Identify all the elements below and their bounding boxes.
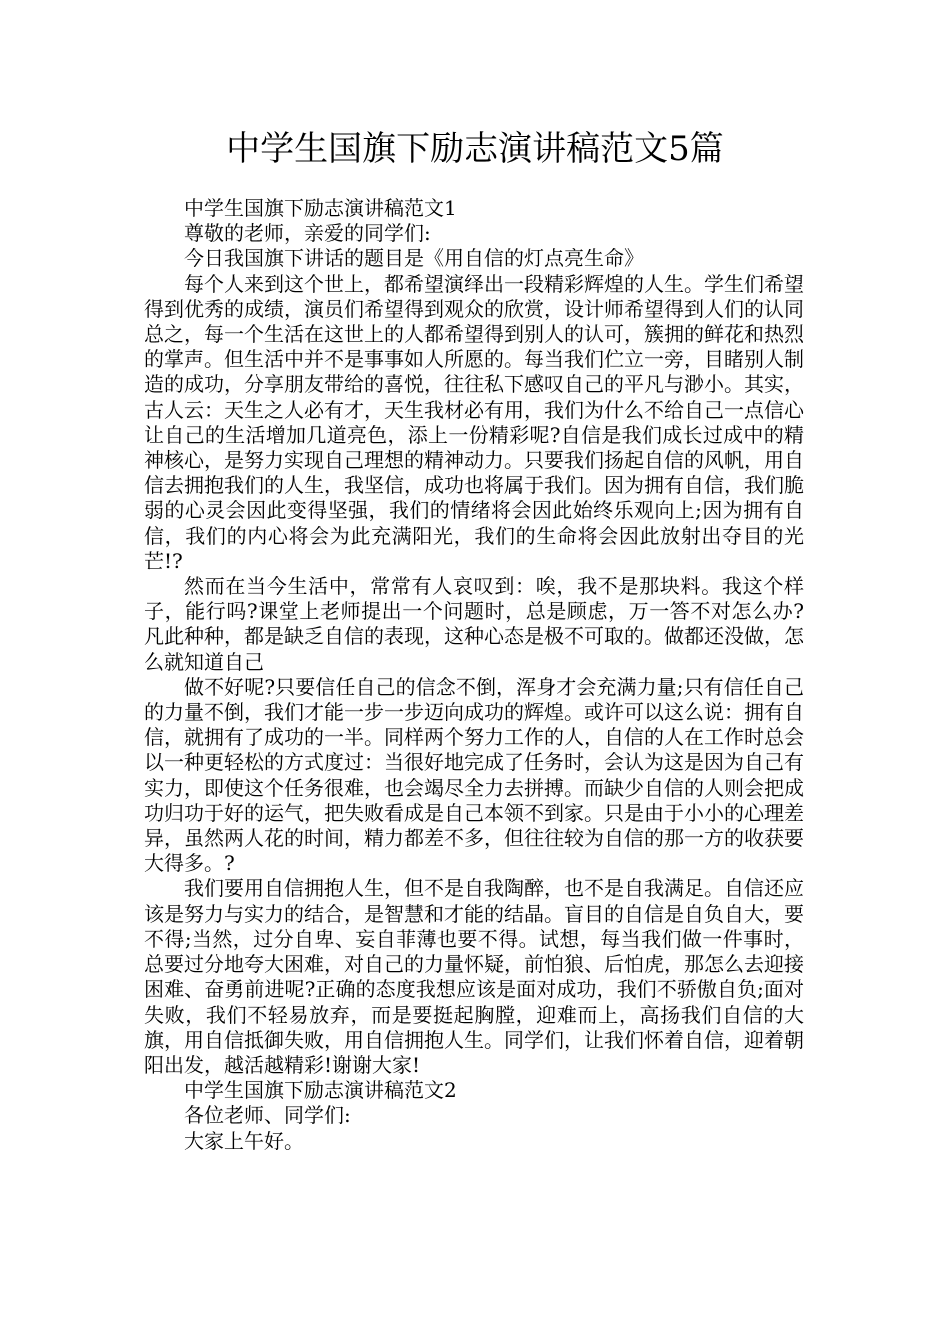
document-body <box>144 196 804 1154</box>
speech-topic: 今日我国旗下讲话的题目是《用自信的灯点亮生命》 <box>184 246 644 271</box>
body-paragraph: 每个人来到这个世上，都希望演绎出一段精彩辉煌的人生。学生们希望得到优秀的成绩，演员们希望得到观众的欣赏，设计师希望得到人们的认同总之，每一个生活在这世上的人都希望得到别人的认可，簇拥的鲜花和热烈的掌声。但生活中并不是事事如人所愿的。每当我们伫立一旁，目睹别人制造的成功，分享朋友带给的喜悦，往往私下感叹自己的平凡与渺小。其实，古人云：天生之人必有才，天生我材必有用，我们为什么不给自己一点信心让自己的生活增加几道亮色，添上一份精彩呢?自信是我们成长过成中的精神核心，是努力实现自己理想的精神动力。只要我们扬起自信的风帆，用自信去拥抱我们的人生，我坚信，成功也将属于我们。因为拥有自信，我们脆弱的心灵会因此变得坚强，我们的情绪将会因此始终乐观向上;因为拥有自信，我们的内心将会为此充满阳光，我们的生命将会因此放射出夺目的光芒!? <box>144 271 804 573</box>
body-paragraph: 我们要用自信拥抱人生，但不是自我陶醉，也不是自我满足。自信还应该是努力与实力的结合，是智慧和才能的结晶。盲目的自信是自负自大，要不得;当然，过分自卑、妄自菲薄也要不得。试想，每当我们做一件事时，总要过分地夸大困难，对自己的力量怀疑，前怕狼、后怕虎，那怎么去迎接困难、奋勇前进呢?正确的态度我想应该是面对成功，我们不骄傲自负;面对失败，我们不轻易放弃，而是要挺起胸膛，迎难而上，高扬我们自信的大旗，用自信抵御失败，用自信拥抱人生。同学们，让我们怀着自信，迎着朝阳出发，越活越精彩!谢谢大家! <box>144 876 804 1077</box>
salutation: 各位老师、同学们: <box>184 1103 351 1128</box>
section-heading: 中学生国旗下励志演讲稿范文1 <box>184 196 457 220</box>
document-title: 中学生国旗下励志演讲稿范文5篇 <box>226 129 724 169</box>
section-heading: 中学生国旗下励志演讲稿范文2 <box>184 1078 457 1103</box>
greeting: 大家上午好。 <box>184 1128 304 1153</box>
salutation: 尊敬的老师，亲爱的同学们: <box>184 221 431 246</box>
body-paragraph: 做不好呢?只要信任自己的信念不倒，浑身才会充满力量;只有信任自己的力量不倒，我们才能一步一步迈向成功的辉煌。或许可以这么说：拥有自信，就拥有了成功的一半。同样两个努力工作的人，自信的人在工作时总会以一种更轻松的方式度过：当很好地完成了任务时，会认为这是因为自己有实力，即使这个任务很难，也会竭尽全力去拼搏。而缺少自信的人则会把成功归功于好的运气，把失败看成是自己本领不到家。只是由于小小的心理差异，虽然两人花的时间，精力都差不多，但往往较为自信的那一方的收获要大得多。? <box>144 674 804 876</box>
body-paragraph: 然而在当今生活中，常常有人哀叹到：唉，我不是那块料。我这个样子，能行吗?课堂上老师提出一个问题时，总是顾虑，万一答不对怎么办?凡此种种，都是缺乏自信的表现，这种心态是极不可取的。做都还没做，怎么就知道自己 <box>144 574 804 674</box>
